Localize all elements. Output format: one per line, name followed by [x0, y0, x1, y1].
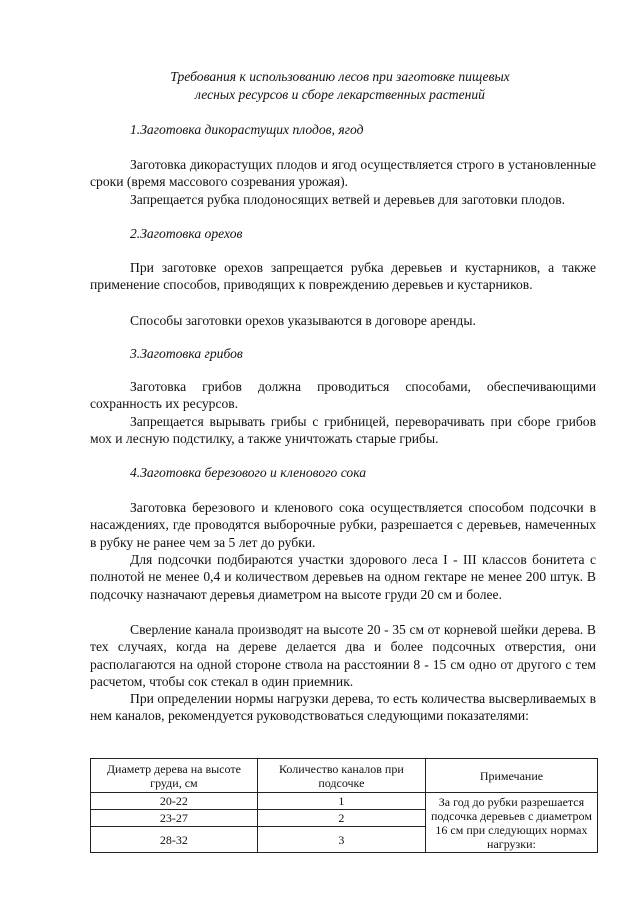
- cell-diameter: 28-32: [91, 827, 258, 853]
- table-row: [91, 793, 598, 810]
- section-1-paragraph-2: Запрещается рубка плодоносящих ветвей и деревьев для заготовки плодов.: [130, 192, 566, 207]
- section-1-paragraph-1: Заготовка дикорастущих плодов и ягод осуществляется строго в установленные сроки (время массового созревания урожая).: [90, 157, 596, 190]
- section-2-heading: 2.Заготовка орехов: [130, 226, 243, 241]
- cell-diameter: 23-27: [91, 810, 258, 827]
- cell-channels: 2: [257, 810, 425, 827]
- section-4-heading: 4.Заготовка березового и кленового сока: [130, 465, 367, 480]
- tapping-norms-table: [90, 758, 598, 853]
- table-header-row: [91, 759, 598, 793]
- header-channels: Количество каналов при подсочке: [257, 759, 425, 793]
- section-4-paragraph-2: Для подсочки подбираются участки здорового леса I - III классов бонитета с полнотой не менее 0,4 и количеством деревьев на одном гектаре не менее 200 штук. В подсочку назначают деревья диаметром на высоте груди 20 см и более.: [90, 552, 596, 602]
- section-4-paragraph-1: Заготовка березового и кленового сока осуществляется способом подсочки в насаждениях, где проводятся выборочные рубки, разрешается с деревьев, намеченных в рубку не ранее чем за 5 лет до рубки.: [90, 500, 596, 550]
- cell-diameter: 20-22: [91, 793, 258, 810]
- section-2-paragraph-2: Способы заготовки орехов указываются в договоре аренды.: [130, 313, 476, 328]
- title-line-1: Требования к использованию лесов при заготовке пищевых: [170, 69, 510, 84]
- section-3-paragraph-2: Запрещается вырывать грибы с грибницей, переворачивать при сборе грибов мох и лесную подстилку, а также уничтожать старые грибы.: [90, 414, 596, 447]
- section-4-paragraph-3: Сверление канала производят на высоте 20 - 35 см от корневой шейки дерева. В тех случаях, когда на дереве делается два и более подсочных отверстия, они располагаются на одной стороне ствола на расстоянии 8 - 15 см одно от другого с тем расчетом, чтобы сок стекал в один приемник.: [90, 622, 596, 689]
- title-line-2: лесных ресурсов и сборе лекарственных растений: [195, 87, 485, 102]
- section-3-heading: 3.Заготовка грибов: [130, 346, 243, 361]
- document-title: [90, 68, 590, 104]
- cell-note: За год до рубки разрешается подсочка деревьев с диаметром 16 см при следующих нормах нагрузки:: [425, 793, 597, 853]
- section-1-heading: 1.Заготовка дикорастущих плодов, ягод: [130, 122, 364, 137]
- cell-channels: 3: [257, 827, 425, 853]
- header-note: Примечание: [425, 759, 597, 793]
- cell-channels: 1: [257, 793, 425, 810]
- header-diameter: Диаметр дерева на высоте груди, см: [91, 759, 258, 793]
- section-2-paragraph-1: При заготовке орехов запрещается рубка деревьев и кустарников, а также применение способов, приводящих к повреждению деревьев и кустарников.: [90, 260, 596, 293]
- section-4-paragraph-4: При определении нормы нагрузки дерева, то есть количества высверливаемых в нем каналов, рекомендуется руководствоваться следующими показателями:: [90, 691, 596, 724]
- section-3-paragraph-1: Заготовка грибов должна проводиться способами, обеспечивающими сохранность их ресурсов.: [90, 379, 596, 412]
